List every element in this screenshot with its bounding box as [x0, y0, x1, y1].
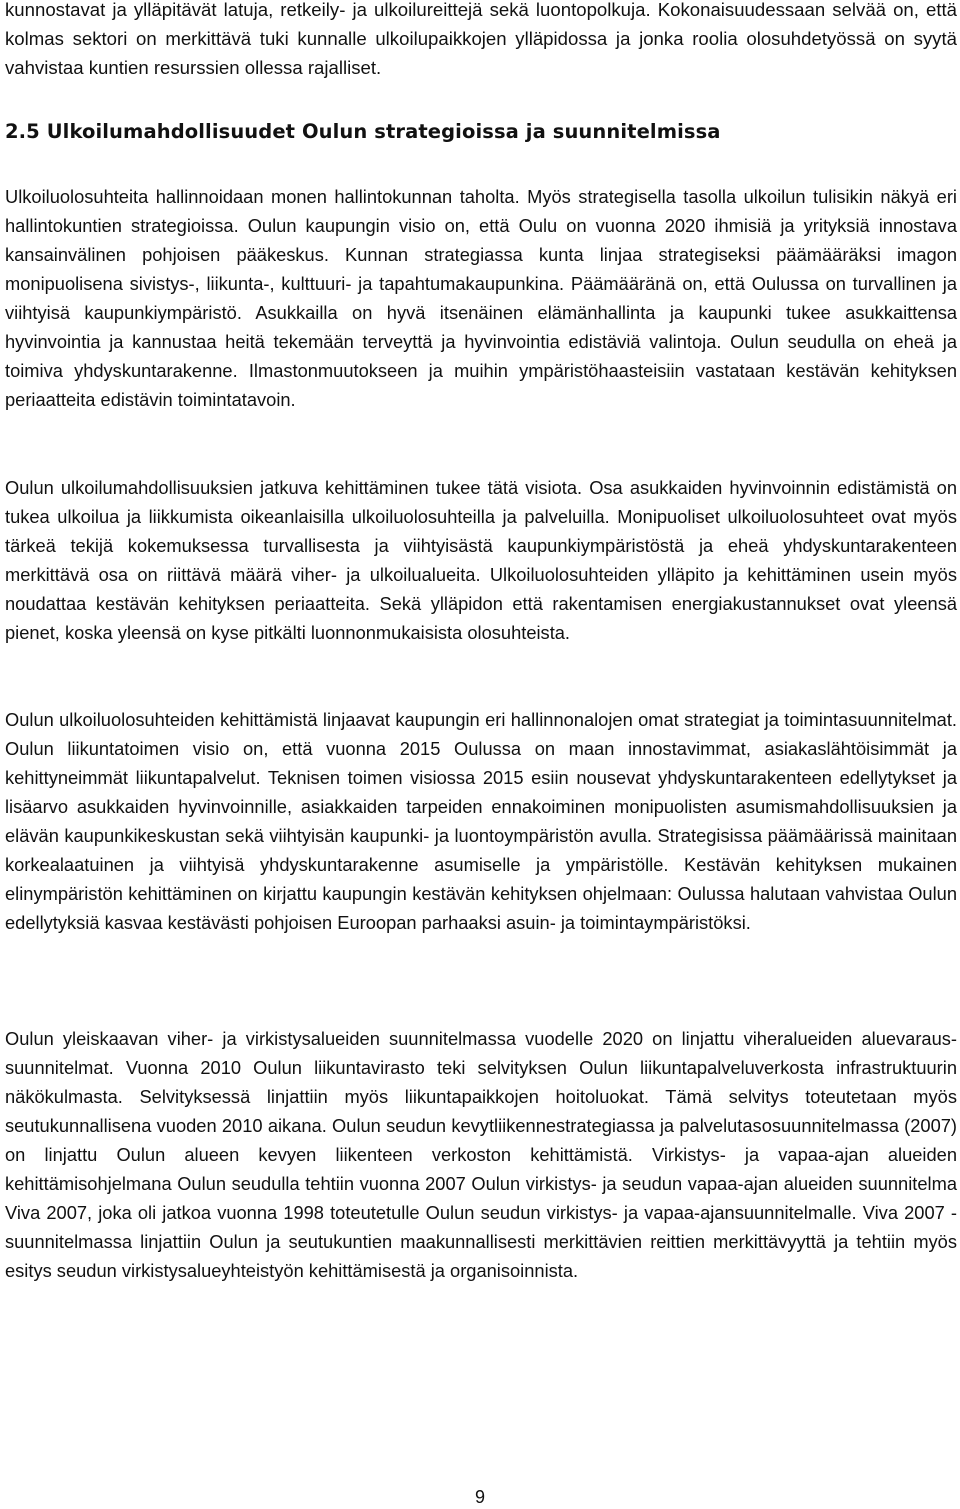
section-heading: 2.5 Ulkoilumahdollisuudet Oulun strategioissa ja suunnitelmissa [5, 120, 721, 143]
body-paragraph-4: Oulun yleiskaavan viher- ja virkistysalueiden suunnitelmassa vuodelle 2020 on linjattu viheralueiden aluevaraus-suunnitelmat. Vuonna 2010 Oulun liikuntavirasto teki selvityksen Oulun liikuntapalveluverkosta infrastruktuurin näkökulmasta. Selvityksessä linjattiin myös liikuntapaikkojen hoitoluokat. Tämä selvitys toteutetaan myös seutukunnallisena vuoden 2010 aikana. Oulun seudun kevytliikennestrategiassa ja palvelutasosuunnitelmassa (2007) on linjattu Oulun alueen kevyen liikenteen verkoston kehittämistä. Virkistys- ja vapaa-ajan alueiden kehittämisohjelmana Oulun seudulla tehtiin vuonna 2007 Oulun virkistys- ja seudun vapaa-ajan alueiden suunnitelma Viva 2007, joka oli jatkoa vuonna 1998 toteutetulle Oulun seudun virkistys- ja vapaa-ajansuunnitelmalle. Viva 2007 -suunnitelmassa linjattiin Oulun ja seutukuntien maakunnallisesti merkittävien reittien merkittävyyttä ja tehtiin myös esitys seudun virkistysalueyhteistyön kehittämisestä ja organisoinnista. [5, 1028, 957, 1281]
intro-paragraph: kunnostavat ja ylläpitävät latuja, retkeily- ja ulkoilureittejä sekä luontopolkuja. Kokonaisuudessaan selvää on, että kolmas sektori on merkittävä tuki kunnalle ulkoilupaikkojen ylläpidossa ja jonka roolia olosuhdetyössä on syytä vahvistaa kuntien resurssien ollessa rajalliset. [5, 0, 957, 78]
page-number: 9 [474, 1487, 485, 1507]
body-paragraph-3: Oulun ulkoiluolosuhteiden kehittämistä linjaavat kaupungin eri hallinnonalojen omat strategiat ja toimintasuunnitelmat. Oulun liikuntatoimen visio on, että vuonna 2015 Oulussa on maan innostavimmat, asiakaslähtöisimmät ja kehittyneimmät liikuntapalvelut. Teknisen toimen visiossa 2015 esiin nousevat yhdyskuntarakenteen edellytykset ja lisäarvo asukkaiden hyvinvoinnille, asiakkaiden tarpeiden ennakoiminen monipuolisten asumismahdollisuuksien ja elävän kaupunkikeskustan sekä viihtyisän kaupunki- ja luontoympäristön avulla. Strategisissa päämäärissä mainitaan korkealaatuinen ja viihtyisä yhdyskuntarakenne asumiselle ja ympäristölle. Kestävän kehityksen mukainen elinympäristön kehittäminen on kirjattu kaupungin kestävän kehityksen ohjelmaan: Oulussa halutaan vahvistaa Oulun edellytyksiä kasvaa kestävästi pohjoisen Euroopan parhaaksi asuin- ja toimintaympäristöksi. [5, 709, 957, 933]
body-paragraph-1: Ulkoiluolosuhteita hallinnoidaan monen hallintokunnan taholta. Myös strategisella tasolla ulkoilun tulisikin näkyä eri hallintokuntien strategioissa. Oulun kaupungin visio on, että Oulu on vuonna 2020 ihmisiä ja yrityksiä innostava kansainvälinen pohjoisen pääkeskus. Kunnan strategiassa kunta linjaa strategiseksi päämääräksi imagon monipuolisena sivistys-, liikunta-, kulttuuri- ja tapahtumakaupunkina. Päämääränä on, että Oulussa on turvallinen ja viihtyisä kaupunkiympäristö. Asukkailla on hyvä itsenäinen elämänhallinta ja kaupunki tukee asukkaittensa hyvinvointia ja kannustaa heitä tekemään terveyttä ja hyvinvointia edistäviä valintoja. Oulun seudulla on eheä ja toimiva yhdyskuntarakenne. Ilmastonmuutokseen ja muihin ympäristöhaasteisiin vastataan kestävän kehityksen periaatteita edistävin toimintatavoin. [5, 186, 957, 410]
document-page [5, 0, 957, 1281]
body-paragraph-2: Oulun ulkoilumahdollisuuksien jatkuva kehittäminen tukee tätä visiota. Osa asukkaiden hyvinvoinnin edistämistä on tukea ulkoilua ja liikkumista oikeanlaisilla ulkoiluolosuhteilla ja palveluilla. Monipuoliset ulkoiluolosuhteet ovat myös tärkeä tekijä kokemuksessa turvallisesta ja viihtyisästä kaupunkiympäristöstä ja eheä yhdyskuntarakenteen merkittävä osa on riittävä määrä viher- ja ulkoilualueita. Ulkoiluolosuhteiden ylläpito ja kehittäminen usein myös noudattaa kestävän kehityksen periaatteita. Sekä ylläpidon että rakentamisen energiakustannukset ovat yleensä pienet, koska yleensä on kyse pitkälti luonnonmukaisista olosuhteista. [5, 477, 957, 643]
